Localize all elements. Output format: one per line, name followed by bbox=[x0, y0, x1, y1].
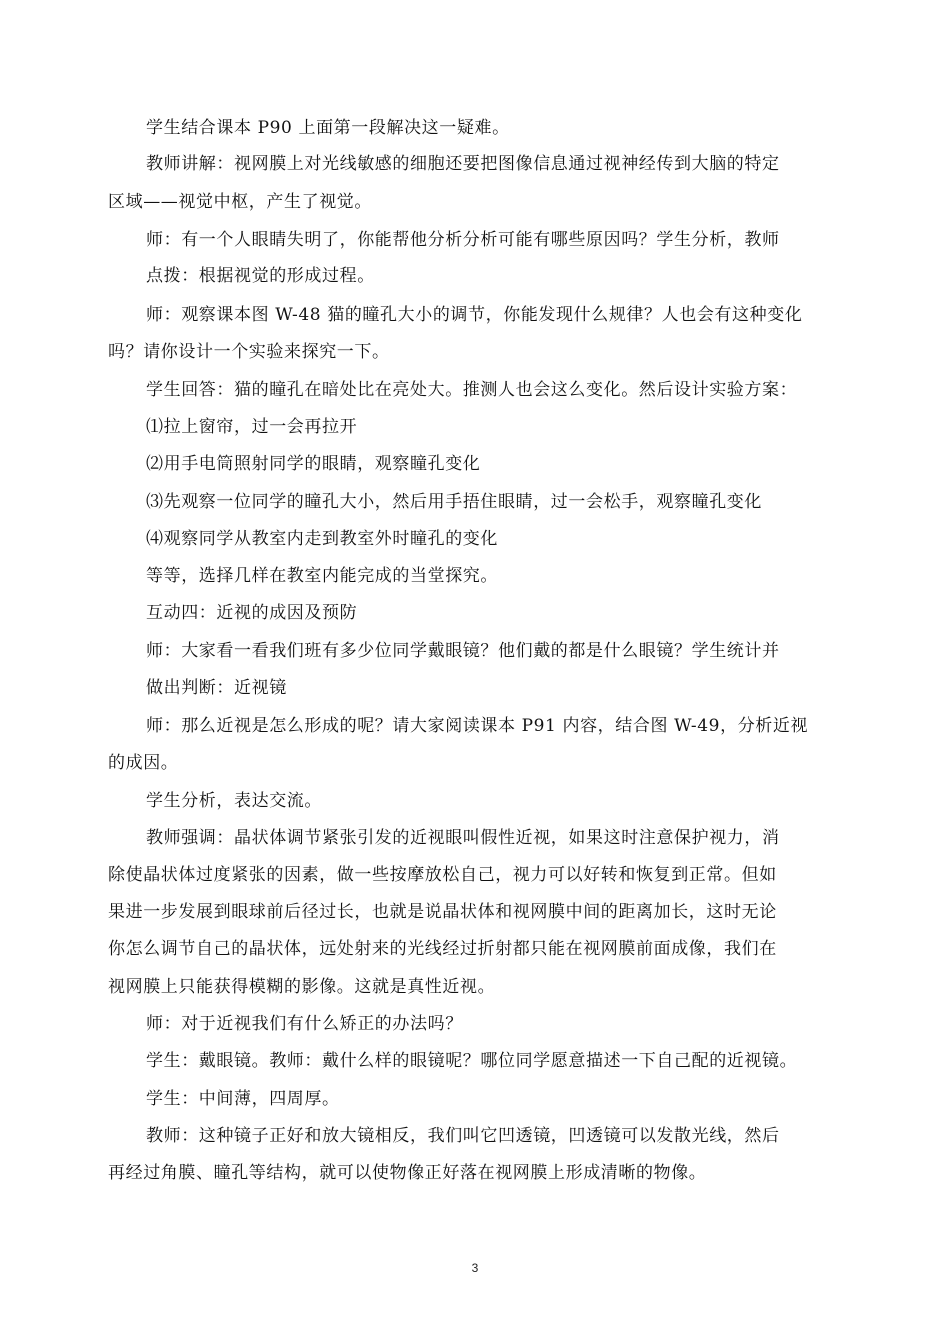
text-line: 师：观察课本图 W-48 猫的瞳孔大小的调节，你能发现什么规律？人也会有这种变化 bbox=[146, 305, 803, 325]
page-number: 3 bbox=[471, 1261, 479, 1275]
text-line: 再经过角膜、瞳孔等结构，就可以使物像正好落在视网膜上形成清晰的物像。 bbox=[108, 1163, 707, 1183]
text-line: 师：那么近视是怎么形成的呢？请大家阅读课本 P91 内容，结合图 W-49，分析近视 bbox=[146, 716, 809, 736]
list-item: ⑵用手电筒照射同学的眼睛，观察瞳孔变化 bbox=[146, 454, 481, 474]
text-line: 视网膜上只能获得模糊的影像。这就是真性近视。 bbox=[108, 977, 496, 997]
text-line: 点拨：根据视觉的形成过程。 bbox=[146, 266, 375, 286]
text-line: 果进一步发展到眼球前后径过长，也就是说晶状体和视网膜中间的距离加长，这时无论 bbox=[108, 902, 777, 922]
text-line: 区域——视觉中枢，产生了视觉。 bbox=[108, 192, 372, 212]
text-line: 学生：中间薄，四周厚。 bbox=[146, 1089, 340, 1109]
text-line: 教师讲解：视网膜上对光线敏感的细胞还要把图像信息通过视神经传到大脑的特定 bbox=[146, 154, 780, 174]
text-line: 师：对于近视我们有什么矫正的办法吗？ bbox=[146, 1014, 463, 1034]
text-line: 学生回答：猫的瞳孔在暗处比在亮处大。推测人也会这么变化。然后设计实验方案： bbox=[146, 380, 798, 400]
text-line: 师：大家看一看我们班有多少位同学戴眼镜？他们戴的都是什么眼镜？学生统计并 bbox=[146, 641, 780, 661]
text-line: 教师强调：晶状体调节紧张引发的近视眼叫假性近视，如果这时注意保护视力，消 bbox=[146, 828, 780, 848]
text-line: 学生分析，表达交流。 bbox=[146, 791, 322, 811]
text-line: 做出判断：近视镜 bbox=[146, 678, 287, 698]
list-item: ⑶先观察一位同学的瞳孔大小，然后用手捂住眼睛，过一会松手，观察瞳孔变化 bbox=[146, 492, 762, 512]
text-line: 等等，选择几样在教室内能完成的当堂探究。 bbox=[146, 566, 498, 586]
list-item: ⑷观察同学从教室内走到教室外时瞳孔的变化 bbox=[146, 529, 498, 549]
text-line: 师：有一个人眼睛失明了，你能帮他分析分析可能有哪些原因吗？学生分析，教师 bbox=[146, 230, 780, 250]
section-heading: 互动四：近视的成因及预防 bbox=[146, 603, 358, 623]
text-line: 除使晶状体过度紧张的因素，做一些按摩放松自己，视力可以好转和恢复到正常。但如 bbox=[108, 865, 777, 885]
text-line: 学生：戴眼镜。教师：戴什么样的眼镜呢？哪位同学愿意描述一下自己配的近视镜。 bbox=[146, 1051, 798, 1071]
text-line: 的成因。 bbox=[108, 753, 179, 773]
text-line: 吗？请你设计一个实验来探究一下。 bbox=[108, 342, 390, 362]
text-line: 教师：这种镜子正好和放大镜相反，我们叫它凹透镜，凹透镜可以发散光线，然后 bbox=[146, 1126, 780, 1146]
list-item: ⑴拉上窗帘，过一会再拉开 bbox=[146, 417, 358, 437]
text-line: 学生结合课本 P90 上面第一段解决这一疑难。 bbox=[146, 118, 510, 138]
text-line: 你怎么调节自己的晶状体，远处射来的光线经过折射都只能在视网膜前面成像，我们在 bbox=[108, 939, 777, 959]
